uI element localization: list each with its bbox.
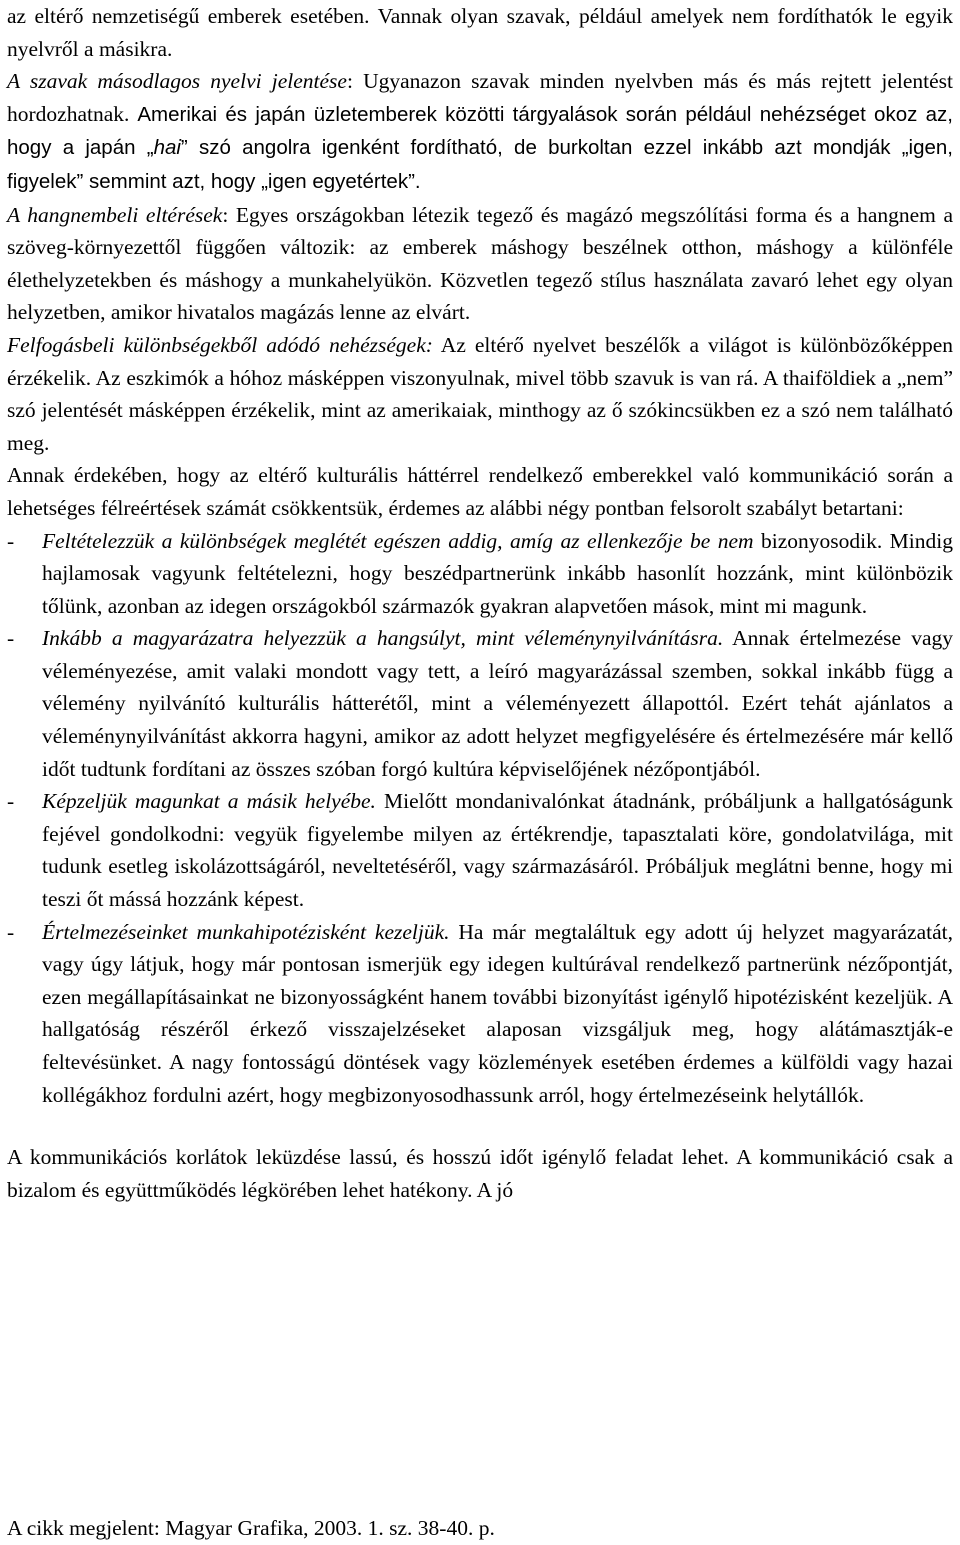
list-item bbox=[7, 785, 953, 915]
source-footnote: A cikk megjelent: Magyar Grafika, 2003. 1. sz. 38-40. p. bbox=[7, 1516, 495, 1540]
list-item bbox=[7, 622, 953, 785]
paragraph-closing bbox=[7, 1141, 953, 1206]
tone-differences-text: : Egyes országokban létezik tegező és magázó megszólítási forma és a hangnem a szöveg-környezettől függően változik: az emberek máshogy beszélnek otthon, máshogy a különféle élethelyzetekben és máshogy a munkahelyükön. Közvetlen tegező stílus használata zavaró lehet egy olyan helyzetben, amikor hivatalos magázás lenne az elvárt. bbox=[7, 202, 954, 325]
rule-text: Mielőtt mondanivalónkat átadnánk, próbáljunk a hallgatóságunk fejével gondolkodni: vegyük figyelembe milyen az értékrendje, tapasztalati köre, gondolatvilága, mit tudunk esetleg iskolázottságáról, neveltetéséről, vagy származásáról. Próbáljuk meglátni benne, hogy mi teszi őt mássá hozzánk képest. bbox=[42, 789, 953, 912]
secondary-meaning-text: : Ugyanazon szavak minden nyelvben más és más rejtett jelentést hordozhatnak. bbox=[7, 69, 953, 126]
list-item bbox=[7, 916, 953, 1112]
secondary-meaning-heading: A szavak másodlagos nyelvi jelentése bbox=[7, 69, 347, 94]
list-dash: - bbox=[7, 528, 15, 553]
rule-heading: Értelmezéseinket munkahipotézisként kezeljük. bbox=[42, 919, 450, 944]
list-dash: - bbox=[7, 789, 15, 814]
perception-differences-heading: Felfogásbeli különbségekből adódó nehézségek: bbox=[7, 332, 433, 357]
paragraph-intro-continuation bbox=[7, 0, 953, 65]
perception-differences-text: Az eltérő nyelvet beszélők a világot is különbözőképpen érzékelik. Az eszkimók a hóhoz másképpen viszonyulnak, mivel több szavuk is van rá. A thaiföldiek a „nem” szó jelentését másképpen érzékelik, mint az amerikaiak, minthogy az ő szókincsükben ez a szó nem található meg. bbox=[7, 332, 953, 455]
hai-word: hai bbox=[153, 136, 181, 160]
paragraph-rules-intro bbox=[7, 459, 953, 524]
rules-intro-text: Annak érdekében, hogy az eltérő kulturális háttérrel rendelkező emberekkel való kommunikáció során a lehetséges félreértések számát csökkentsük, érdemes az alábbi négy pontban felsorolt szabályt betartani: bbox=[7, 463, 953, 520]
tone-differences-heading: A hangnembeli eltérések bbox=[7, 202, 223, 227]
rule-text: bizonyosodik. Mindig hajlamosak vagyunk feltételezni, hogy beszédpartnerünk inkább hasonlít hozzánk, mint különbözik tőlünk, azonban az idegen országokból származók gyakran alapvetően mások, mint mi magunk. bbox=[42, 528, 953, 618]
list-dash: - bbox=[7, 626, 15, 651]
rule-heading: Feltételezzük a különbségek meglétét egészen addig, amíg az ellenkezője be nem bbox=[42, 528, 754, 553]
paragraph-perception-differences bbox=[7, 329, 953, 459]
paragraph-spacer bbox=[7, 1111, 953, 1141]
rule-text: Annak értelmezése vagy véleményezése, amit valaki mondott vagy tett, a leíró magyarázással szemben, sokkal inkább függ a vélemény nyilvánító kulturális hátterétől, mint a véleményezett állapottól. Ezért tehát ajánlatos a véleménynyilvánítást akkorra hagyni, amikor az adott helyzet megfigyelésére és értelmezésére már kellő időt tudtunk fordítani az összes szóban forgó kultúra képviselőjének nézőpontjából. bbox=[42, 626, 953, 781]
rule-heading: Inkább a magyarázatra helyezzük a hangsúlyt, mint véleménynyilvánításra. bbox=[42, 626, 724, 651]
list-item bbox=[7, 525, 953, 623]
paragraph-tone-differences bbox=[7, 199, 953, 329]
rule-heading: Képzeljük magunkat a másik helyébe. bbox=[42, 789, 376, 814]
closing-text: A kommunikációs korlátok leküzdése lassú, és hosszú időt igénylő feladat lehet. A kommunikáció csak a bizalom és együttműködés légkörében lehet hatékony. A jó bbox=[7, 1145, 953, 1202]
intro-text: az eltérő nemzetiségű emberek esetében. Vannak olyan szavak, például amelyek nem fordíthatók le egyik nyelvről a másikra. bbox=[7, 4, 953, 61]
paragraph-secondary-meaning bbox=[7, 65, 953, 198]
list-dash: - bbox=[7, 919, 15, 944]
secondary-meaning-example-b: ” szó angolra igenként fordítható, de burkoltan ezzel inkább azt mondják „igen, figyelek” semmint azt, hogy „igen egyetértek”. bbox=[7, 136, 953, 193]
secondary-meaning-example-a: Amerikai és japán üzletemberek közötti tárgyalások során például nehézséget okoz az, hogy a japán „ bbox=[7, 102, 953, 160]
rule-text: Ha már megtaláltuk egy adott új helyzet magyarázatát, vagy úgy látjuk, hogy már pontosan ismerjük egy idegen kultúrával rendelkező partnerünk nézőpontját, ezen megállapításainkat ne bizonyosságként hanem további bizonyítást igénylő hipotézisként kezeljük. A hallgatóság részéről érkező visszajelzéseket alaposan vizsgáljuk meg, hogy alátámasztják-e feltevésünket. A nagy fontosságú döntések vagy közlemények esetében érdemes a külföldi vagy hazai kollégákhoz fordulni azért, hogy megbizonyosodhassunk arról, hogy értelmezéseink helytállók. bbox=[42, 919, 953, 1107]
